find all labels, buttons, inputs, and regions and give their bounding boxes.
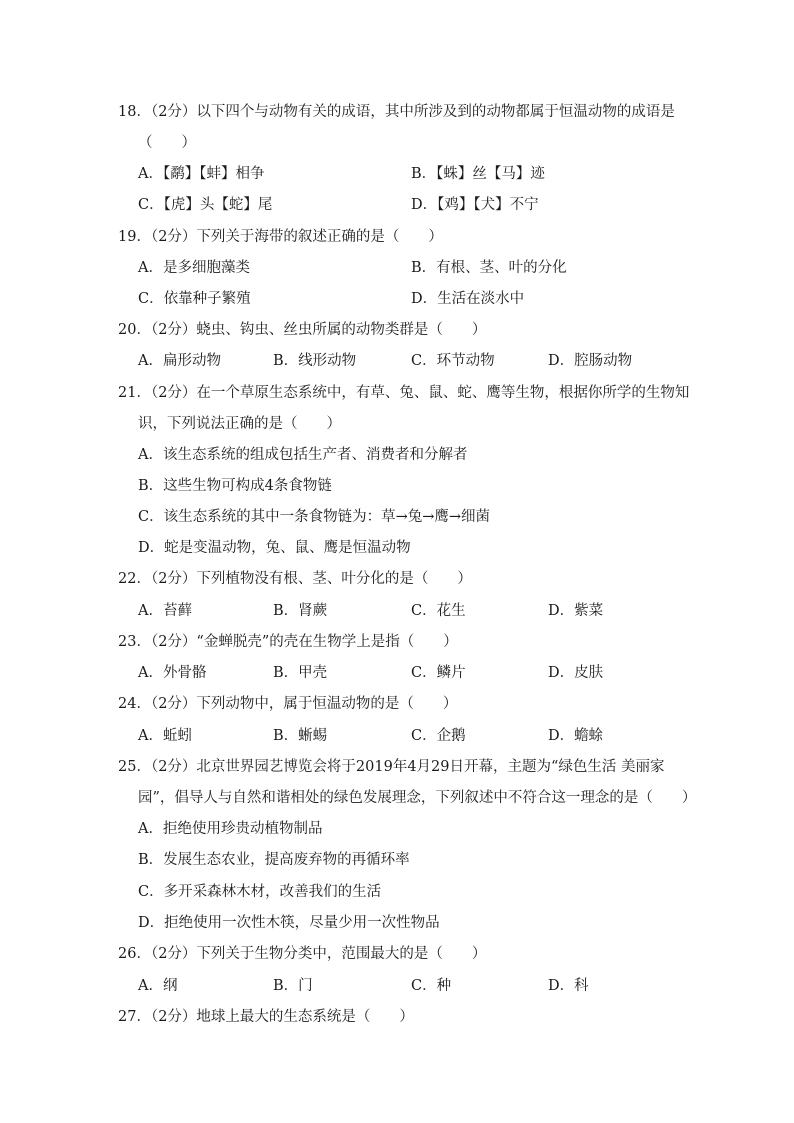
option-b: B．线形动物: [273, 353, 357, 369]
option-d: D．拒绝使用一次性木筷，尽量少用一次性物品: [138, 915, 440, 931]
option-b: B．发展生态农业，提高废弃物的再循环率: [138, 852, 410, 868]
option-d: D．科: [548, 978, 589, 994]
option-a: A．扁形动物: [138, 353, 221, 369]
option-b: B．肾蕨: [273, 603, 328, 619]
question-25-stem-continuation: 园”，倡导人与自然和谐相处的绿色发展理念，下列叙述中不符合这一理念的是（ ）: [138, 790, 697, 806]
question-25-stem: 25．（2分）北京世界园艺博览会将于2019年4月29日开幕，主题为“绿色生活 美丽家: [118, 759, 665, 775]
option-d: D．蟾蜍: [548, 728, 604, 744]
question-20-stem: 20．（2分）蛲虫、钩虫、丝虫所属的动物类群是（ ）: [118, 322, 487, 338]
option-b: B．甲壳: [273, 665, 328, 681]
option-c: C．【虎】头【蛇】尾: [138, 197, 273, 213]
option-c: C．依靠种子繁殖: [138, 291, 251, 307]
question-stem-continuation: （ ）: [138, 135, 196, 151]
option-d: D．紫菜: [548, 603, 604, 619]
option-d: D．生活在淡水中: [411, 291, 525, 307]
option-a: A．拒绝使用珍贵动植物制品: [138, 821, 323, 837]
question-27-stem: 27．（2分）地球上最大的生态系统是（ ）: [118, 1009, 414, 1025]
option-a: A．【鹬】【蚌】相争: [138, 166, 265, 182]
option-a: A．外骨骼: [138, 665, 207, 681]
option-c: C．种: [411, 978, 452, 994]
option-b: B．【蛛】丝【马】迹: [411, 166, 545, 182]
option-d: D．皮肤: [548, 665, 604, 681]
option-a: A．苔藓: [138, 603, 192, 619]
question-18: [118, 97, 708, 159]
option-c: C．花生: [411, 603, 466, 619]
question-26-stem: 26．（2分）下列关于生物分类中，范围最大的是（ ）: [118, 946, 487, 962]
option-b: B．蜥蜴: [273, 728, 328, 744]
option-c: C．该生态系统的其中一条食物链为：草→兔→鹰→细菌: [138, 509, 491, 525]
option-c: C．多开采森林木材，改善我们的生活: [138, 884, 382, 900]
question-21-stem: 21．（2分）在一个草原生态系统中，有草、兔、鼠、蛇、鹰等生物，根据你所学的生物知: [118, 385, 690, 401]
question-19-stem: 19．（2分）下列关于海带的叙述正确的是（ ）: [118, 229, 443, 245]
question-stem: 18．（2分）以下四个与动物有关的成语，其中所涉及到的动物都属于恒温动物的成语是: [118, 104, 675, 120]
option-d: D．腔肠动物: [548, 353, 633, 369]
option-a: A．该生态系统的组成包括生产者、消费者和分解者: [138, 447, 468, 463]
option-a: A．蚯蚓: [138, 728, 192, 744]
question-24-stem: 24．（2分）下列动物中，属于恒温动物的是（ ）: [118, 696, 458, 712]
option-c: C．企鹅: [411, 728, 466, 744]
question-23-stem: 23．（2分）“金蝉脱壳”的壳在生物学上是指（ ）: [118, 634, 458, 650]
option-d: D．【鸡】【犬】不宁: [411, 197, 539, 213]
option-a: A．纲: [138, 978, 178, 994]
option-d: D．蛇是变温动物，兔、鼠、鹰是恒温动物: [138, 540, 411, 556]
option-b: B．有根、茎、叶的分化: [411, 260, 567, 276]
option-b: B．这些生物可构成4条食物链: [138, 478, 332, 494]
option-a: A．是多细胞藻类: [138, 260, 250, 276]
option-c: C．环节动物: [411, 353, 495, 369]
question-21-stem-continuation: 识，下列说法正确的是（ ）: [138, 416, 341, 432]
question-22-stem: 22．（2分）下列植物没有根、茎、叶分化的是（ ）: [118, 571, 472, 587]
option-b: B．门: [273, 978, 313, 994]
option-c: C．鳞片: [411, 665, 466, 681]
